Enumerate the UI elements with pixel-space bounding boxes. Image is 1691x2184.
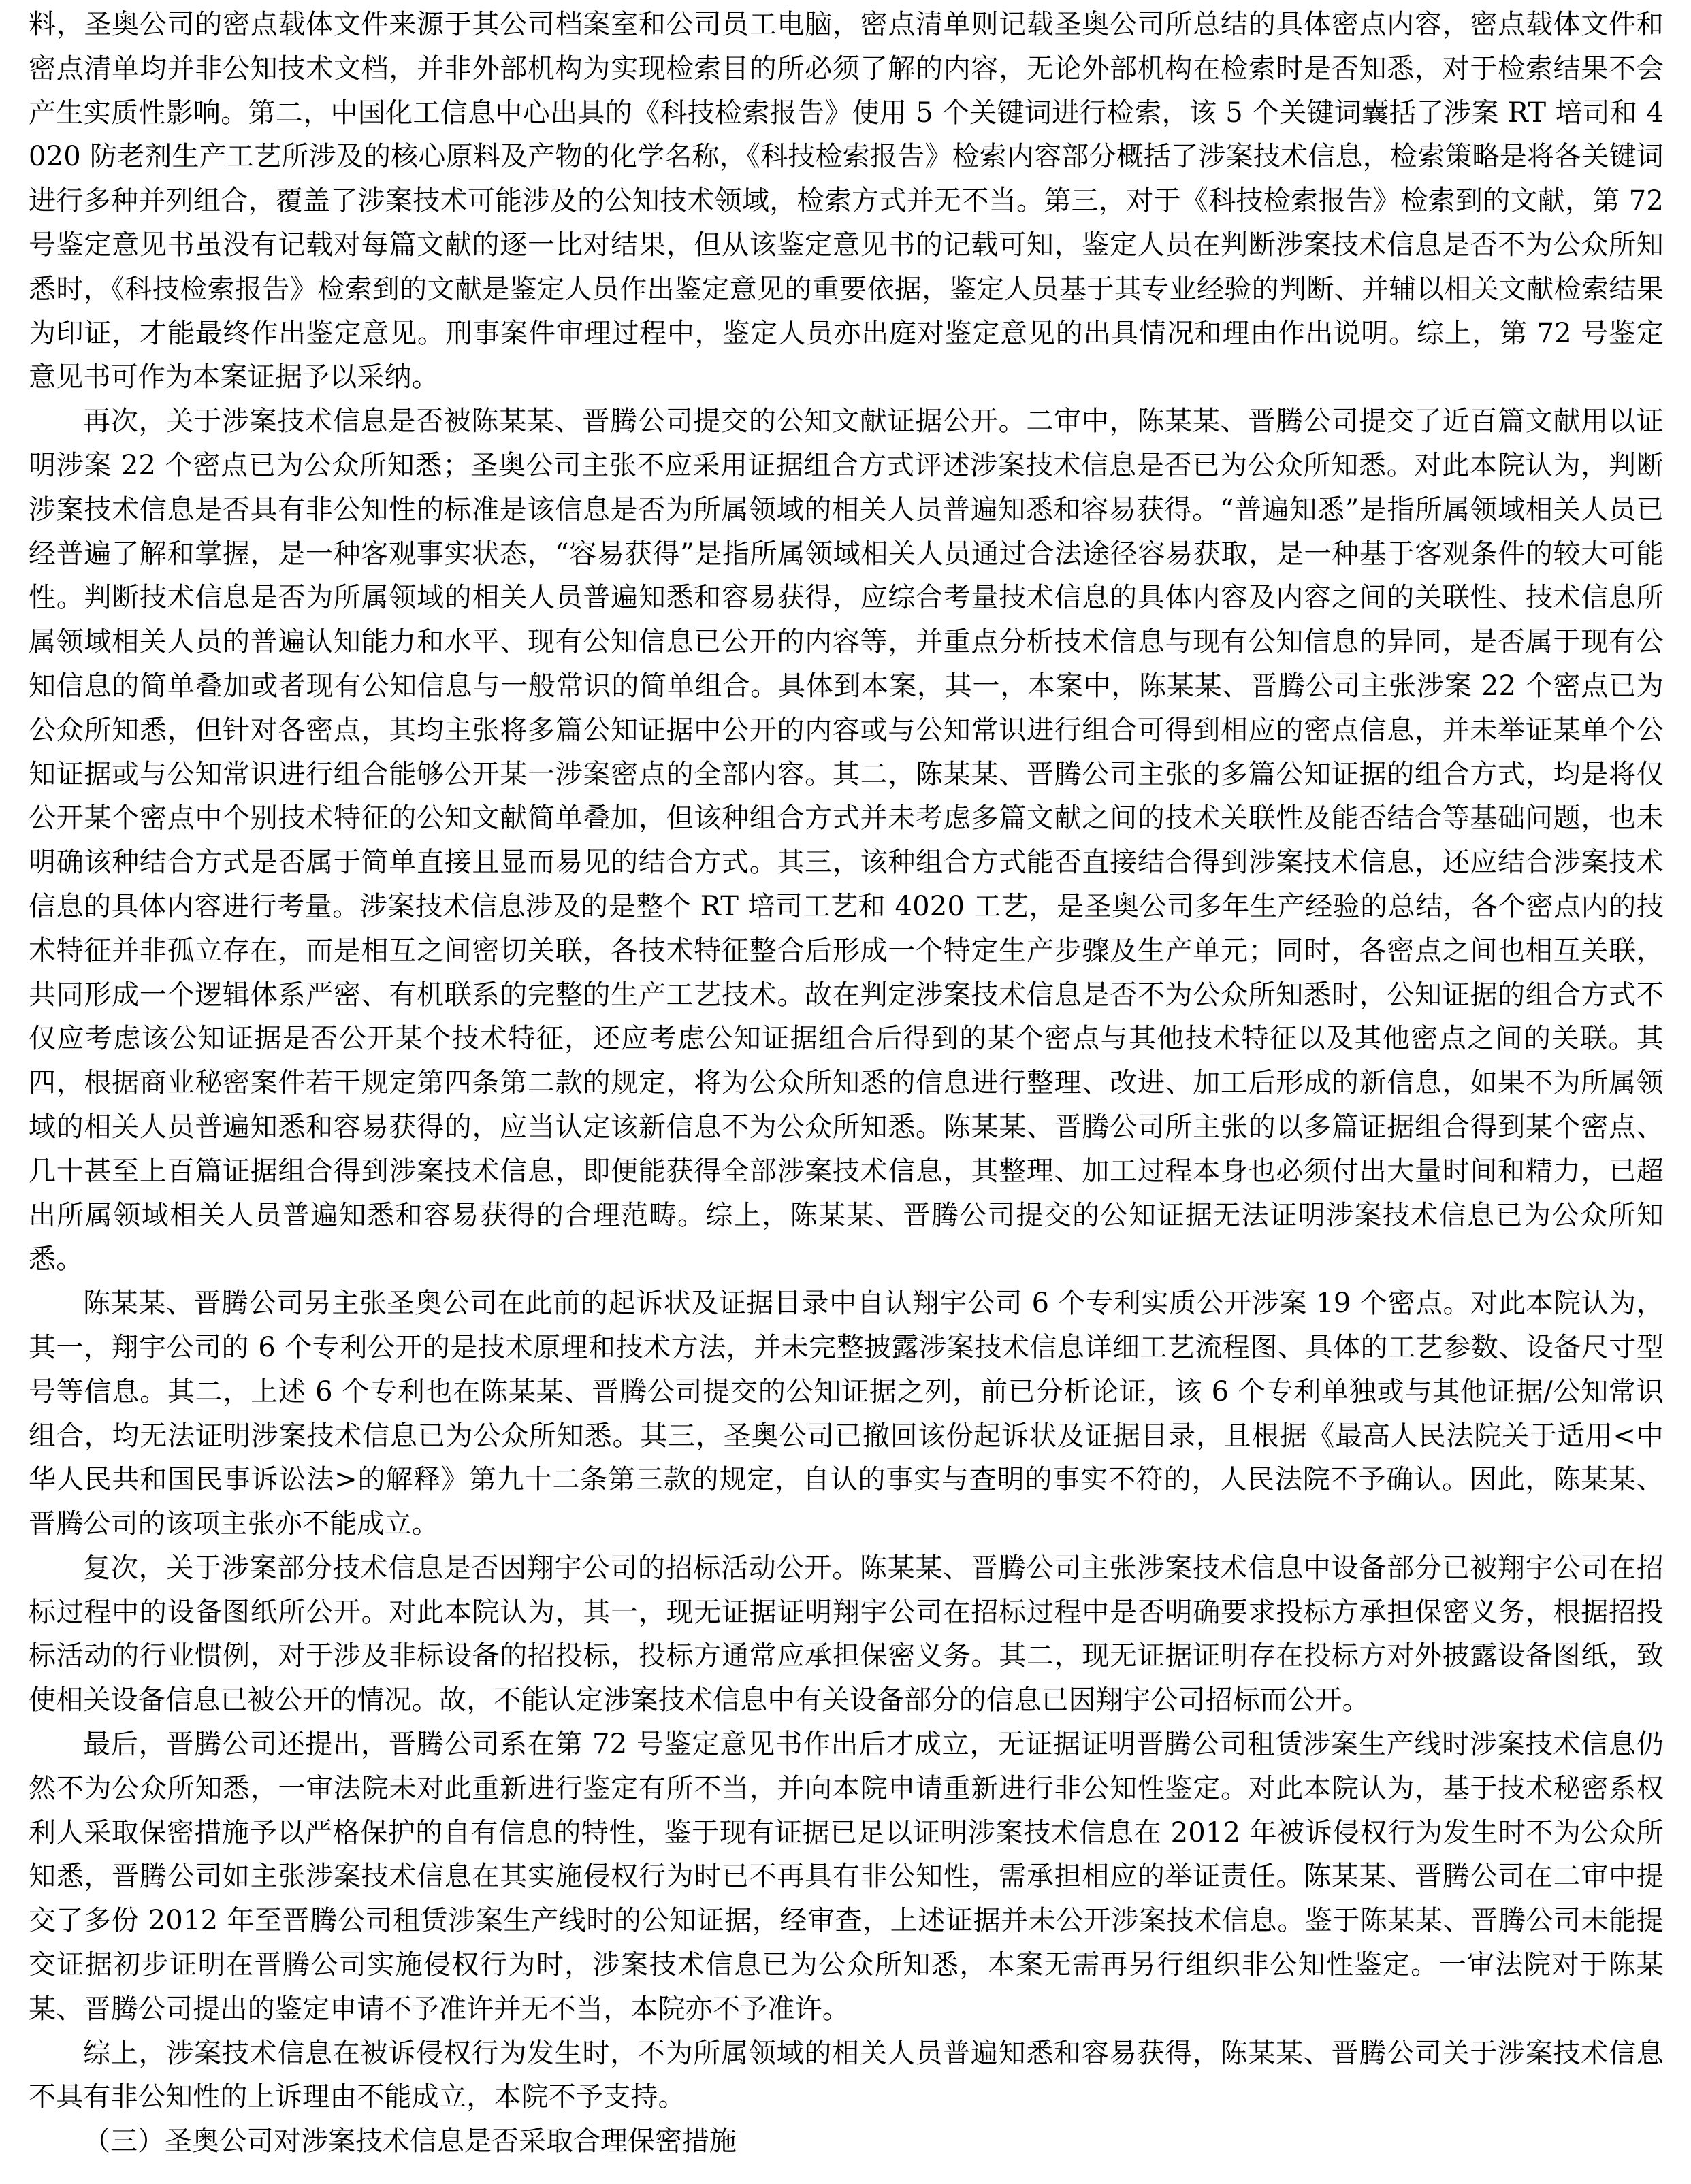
paragraph-4: 复次，关于涉案部分技术信息是否因翔宇公司的招标活动公开。陈某某、晋腾公司主张涉案技术信息中设备部分已被翔宇公司在招标过程中的设备图纸所公开。对此本院认为，其一，现无证据证明翔宇公司在招标过程中是否明确要求投标方承担保密义务，根据招投标活动的行业惯例，对于涉及非标设备的招投标，投标方通常应承担保密义务。其二，现无证据证明存在投标方对外披露设备图纸，致使相关设备信息已被公开的情况。故，不能认定涉案技术信息中有关设备部分的信息已因翔宇公司招标而公开。 [29,1552,1664,1716]
paragraph-6: 综上，涉案技术信息在被诉侵权行为发生时，不为所属领域的相关人员普遍知悉和容易获得，陈某某、晋腾公司关于涉案技术信息不具有非公知性的上诉理由不能成立，本院不予支持。 [29,2037,1664,2113]
paragraph-1: 料，圣奥公司的密点载体文件来源于其公司档案室和公司员工电脑，密点清单则记载圣奥公司所总结的具体密点内容，密点载体文件和密点清单均并非公知技术文档，并非外部机构为实现检索目的所必须了解的内容，无论外部机构在检索时是否知悉，对于检索结果不会产生实质性影响。第二，中国化工信息中心出具的《科技检索报告》使用 5 个关键词进行检索，该 5 个关键词囊括了涉案 RT 培司和 4020 防老剂生产工艺所涉及的核心原料及产物的化学名称，《科技检索报告》检索内容部分概括了涉案技术信息，检索策略是将各关键词进行多种并列组合，覆盖了涉案技术可能涉及的公知技术领域，检索方式并无不当。第三，对于《科技检索报告》检索到的文献，第 72 号鉴定意见书虽没有记载对每篇文献的逐一比对结果，但从该鉴定意见书的记载可知，鉴定人员在判断涉案技术信息是否不为公众所知悉时，《科技检索报告》检索到的文献是鉴定人员作出鉴定意见的重要依据，鉴定人员基于其专业经验的判断、并辅以相关文献检索结果为印证，才能最终作出鉴定意见。刑事案件审理过程中，鉴定人员亦出庭对鉴定意见的出具情况和理由作出说明。综上，第 72 号鉴定意见书可作为本案证据予以采纳。 [29,9,1664,393]
paragraph-5: 最后，晋腾公司还提出，晋腾公司系在第 72 号鉴定意见书作出后才成立，无证据证明晋腾公司租赁涉案生产线时涉案技术信息仍然不为公众所知悉，一审法院未对此重新进行鉴定有所不当，并向本院申请重新进行非公知性鉴定。对此本院认为，基于技术秘密系权利人采取保密措施予以严格保护的自有信息的特性，鉴于现有证据已足以证明涉案技术信息在 2012 年被诉侵权行为发生时不为公众所知悉，晋腾公司如主张涉案技术信息在其实施侵权行为时已不再具有非公知性，需承担相应的举证责任。陈某某、晋腾公司在二审中提交了多份 2012 年至晋腾公司租赁涉案生产线时的公知证据，经审查，上述证据并未公开涉案技术信息。鉴于陈某某、晋腾公司未能提交证据初步证明在晋腾公司实施侵权行为时，涉案技术信息已为公众所知悉，本案无需再另行组织非公知性鉴定。一审法院对于陈某某、晋腾公司提出的鉴定申请不予准许并无不当，本院亦不予准许。 [29,1729,1664,2025]
paragraph-2: 再次，关于涉案技术信息是否被陈某某、晋腾公司提交的公知文献证据公开。二审中，陈某某、晋腾公司提交了近百篇文献用以证明涉案 22 个密点已为公众所知悉；圣奥公司主张不应采用证据组合方式评述涉案技术信息是否已为公众所知悉。对此本院认为，判断涉案技术信息是否具有非公知性的标准是该信息是否为所属领域的相关人员普遍知悉和容易获得。“普遍知悉”是指所属领域相关人员已经普遍了解和掌握，是一种客观事实状态，“容易获得”是指所属领域相关人员通过合法途径容易获取，是一种基于客观条件的较大可能性。判断技术信息是否为所属领域的相关人员普遍知悉和容易获得，应综合考量技术信息的具体内容及内容之间的关联性、技术信息所属领域相关人员的普遍认知能力和水平、现有公知信息已公开的内容等，并重点分析技术信息与现有公知信息的异同，是否属于现有公知信息的简单叠加或者现有公知信息与一般常识的简单组合。具体到本案，其一，本案中，陈某某、晋腾公司主张涉案 22 个密点已为公众所知悉，但针对各密点，其均主张将多篇公知证据中公开的内容或与公知常识进行组合可得到相应的密点信息，并未举证某单个公知证据或与公知常识进行组合能够公开某一涉案密点的全部内容。其二，陈某某、晋腾公司主张的多篇公知证据的组合方式，均是将仅公开某个密点中个别技术特征的公知文献简单叠加，但该种组合方式并未考虑多篇文献之间的技术关联性及能否结合等基础问题，也未明确该种结合方式是否属于简单直接且显而易见的结合方式。其三，该种组合方式能否直接结合得到涉案技术信息，还应结合涉案技术信息的具体内容进行考量。涉案技术信息涉及的是整个 RT 培司工艺和 4020 工艺，是圣奥公司多年生产经验的总结，各个密点内的技术特征并非孤立存在，而是相互之间密切关联，各技术特征整合后形成一个特定生产步骤及生产单元；同时，各密点之间也相互关联，共同形成一个逻辑体系严密、有机联系的完整的生产工艺技术。故在判定涉案技术信息是否不为公众所知悉时，公知证据的组合方式不仅应考虑该公知证据是否公开某个技术特征，还应考虑公知证据组合后得到的某个密点与其他技术特征以及其他密点之间的关联。其四，根据商业秘密案件若干规定第四条第二款的规定，将为公众所知悉的信息进行整理、改进、加工后形成的新信息，如果不为所属领域的相关人员普遍知悉和容易获得的，应当认定该新信息不为公众所知悉。陈某某、晋腾公司所主张的以多篇证据组合得到某个密点、几十甚至上百篇证据组合得到涉案技术信息，即便能获得全部涉案技术信息，其整理、加工过程本身也必须付出大量时间和精力，已超出所属领域相关人员普遍知悉和容易获得的合理范畴。综上，陈某某、晋腾公司提交的公知证据无法证明涉案技术信息已为公众所知悉。 [29,406,1664,1275]
section-heading: （三）圣奥公司对涉案技术信息是否采取合理保密措施 [83,2125,737,2157]
document-page [29,3,1664,2164]
paragraph-3: 陈某某、晋腾公司另主张圣奥公司在此前的起诉状及证据目录中自认翔宇公司 6 个专利实质公开涉案 19 个密点。对此本院认为，其一，翔宇公司的 6 个专利公开的是技术原理和技术方法，并未完整披露涉案技术信息详细工艺流程图、具体的工艺参数、设备尺寸型号等信息。其二，上述 6 个专利也在陈某某、晋腾公司提交的公知证据之列，前已分析论证，该 6 个专利单独或与其他证据/公知常识组合，均无法证明涉案技术信息已为公众所知悉。其三，圣奥公司已撤回该份起诉状及证据目录，且根据《最高人民法院关于适用<中华人民共和国民事诉讼法>的解释》第九十二条第三款的规定，自认的事实与查明的事实不符的，人民法院不予确认。因此，陈某某、晋腾公司的该项主张亦不能成立。 [29,1288,1664,1540]
